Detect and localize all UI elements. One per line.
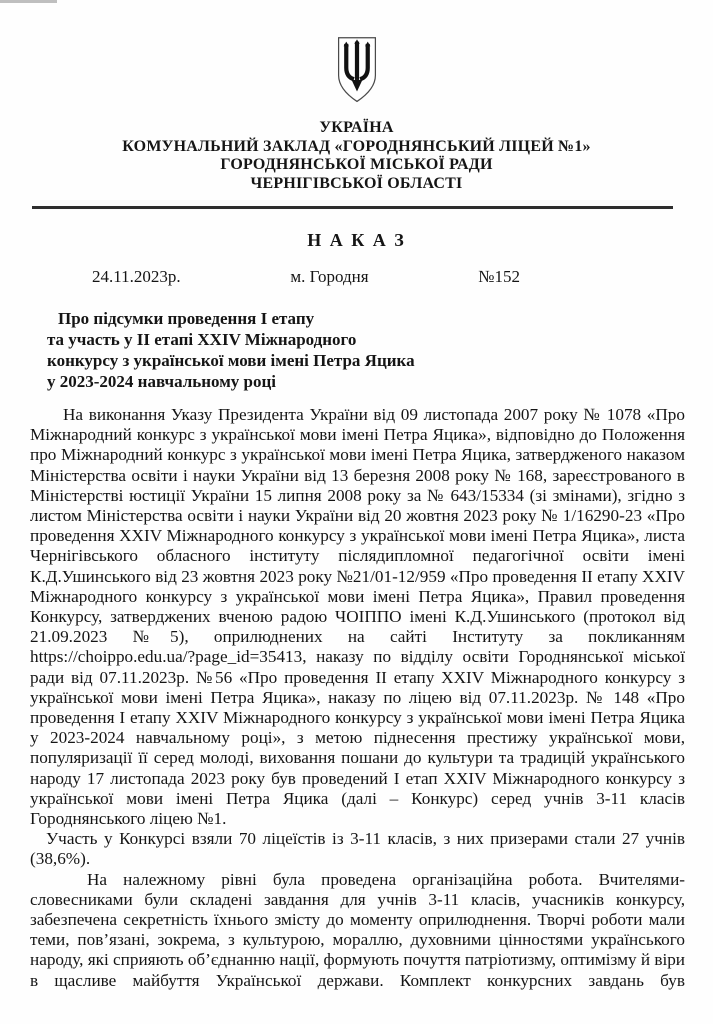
council-name: ГОРОДНЯНСЬКОЇ МІСЬКОЇ РАДИ [220,156,493,173]
subject-line: Про підсумки проведення І етапу [58,309,315,328]
order-body [30,405,685,991]
ukraine-coat-of-arms-icon [334,35,380,105]
order-number: №152 [478,267,520,286]
letterhead [0,119,713,193]
country-name: УКРАЇНА [319,119,394,136]
order-place: м. Городня [290,267,369,286]
letterhead-divider [32,206,673,209]
document-type-title: Н А К А З [307,230,406,250]
order-meta-row [0,267,713,287]
body-paragraph-organization: На належному рівні була проведена організаційна робота. Вчителями-словесниками були складені завдання для учнів 3-11 класів, учасників конкурсу, забезпечена секретність їхнього змісту до моменту оприлюднення. Творчі роботи мали теми, пов’язані, зокрема, з культурою, мораллю, духовними цінностями українського народу, які сприяють об’єднанню нації, формують почуття патріотизму, оптимізму й віри в щасливе майбуття Української держави. Комплект конкурсних завдань був [30,869,686,990]
subject-line: у 2023-2024 навчальному році [47,372,277,391]
scan-artifact [0,0,57,3]
region-name: ЧЕРНІГІВСЬКОЇ ОБЛАСТІ [250,174,463,192]
subject-line: конкурсу з української мови імені Петра Яцика [47,351,415,370]
order-subject [47,308,487,392]
subject-line: та участь у ІІ етапі XXIV Міжнародного [47,330,357,349]
order-date: 24.11.2023р. [92,267,181,286]
organization-name: КОМУНАЛЬНИЙ ЗАКЛАД «ГОРОДНЯНСЬКИЙ ЛІЦЕЙ №1» [122,137,591,155]
body-paragraph-preamble: На виконання Указу Президента України від 09 листопада 2007 року № 1078 «Про Міжнародний конкурс з української мови імені Петра Яцика», відповідно до Положення про Міжнародний конкурс з української мови імені Петра Яцика, затвердженого наказом Міністерства освіти і науки України від 13 березня 2008 року № 168, зареєстрованого в Міністерстві юстиції України 15 липня 2008 року за № 643/15334 (зі змінами), згідно з листом Міністерства освіти і науки України від 20 жовтня 2023 року № 1/16290-23 «Про проведення XXIV Міжнародного конкурсу з української мови імені Петра Яцика», листа Чернігівського обласного інституту післядипломної педагогічної освіти імені К.Д.Ушинського від 23 жовтня 2023 року №21/01-12/959 «Про проведення ІІ етапу XXIV Міжнародного конкурсу з української мови імені Петра Яцика», Правил проведення Конкурсу, затверджених вченою радою ЧОІППО імені К.Д.Ушинського (протокол від 21.09.2023 №5), оприлюднених на сайті Інституту за покликанням https://choippo.edu.ua/?page_id=35413, наказу по відділу освіти Городнянської міської ради від 07.11.2023р. №56 «Про проведення ІІ етапу XXIV Міжнародного конкурсу з української мови імені Петра Яцика», наказу по ліцею від 07.11.2023р. № 148 «Про проведення І етапу XXIV Міжнародного конкурсу з української мови імені Петра Яцика у 2023-2024 навчальному році», з метою піднесення престижу української мови, популяризації її серед молоді, виховання пошани до культури та традицій українського народу 17 листопада 2023 року був проведений І етап XXIV Міжнародного конкурсу з української мови імені Петра Яцика (далі – Конкурс) серед учнів 3-11 класів Городнянського ліцею №1. [30,405,685,829]
body-paragraph-participation: Участь у Конкурсі взяли 70 ліцеїстів із 3-11 класів, з них призерами стали 27 учнів (38,6%). [30,829,685,869]
